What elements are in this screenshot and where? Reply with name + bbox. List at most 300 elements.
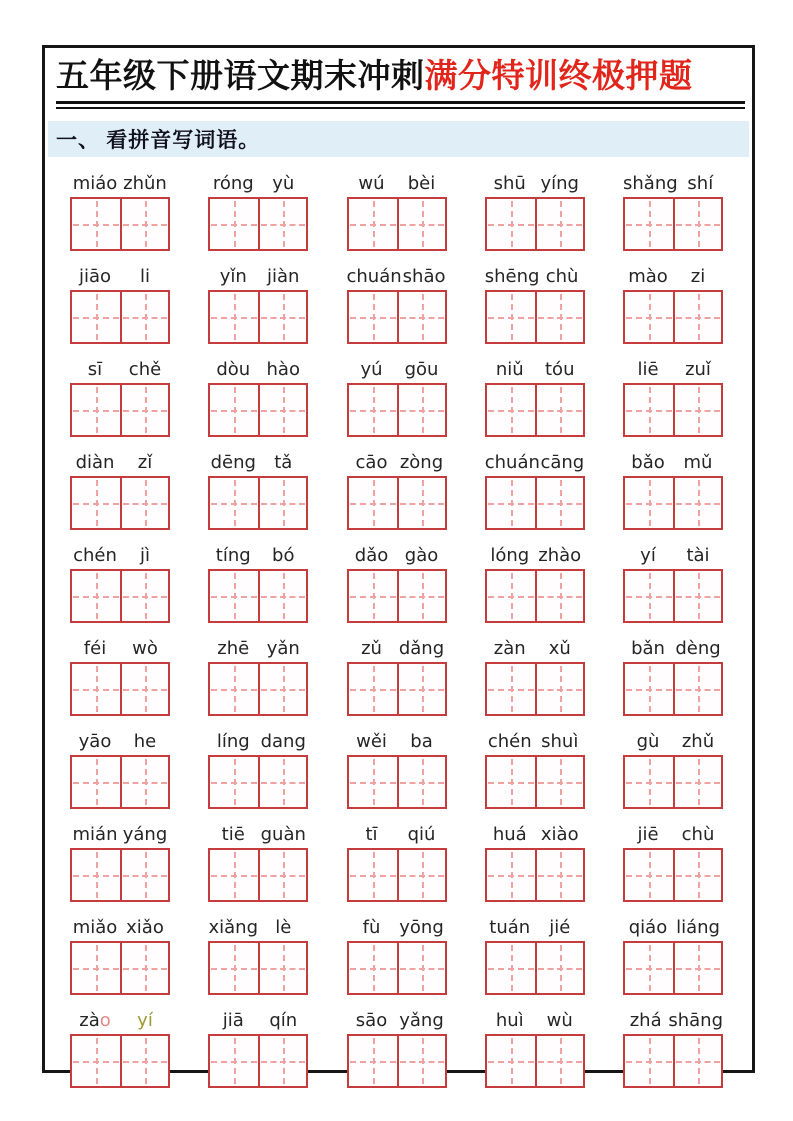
pinyin-syllable: dǎo	[354, 544, 389, 566]
pinyin-syllable: mǔ	[683, 451, 713, 473]
writing-box-pair	[70, 1034, 170, 1088]
writing-box-cell[interactable]	[210, 199, 258, 249]
title-black-part: 五年级下册语文期末冲刺	[56, 59, 425, 95]
writing-box-pair	[70, 848, 170, 902]
writing-box-cell[interactable]	[210, 292, 258, 342]
pinyin-line	[485, 448, 585, 473]
pinyin-line	[485, 727, 585, 752]
pinyin-word-group	[208, 169, 308, 251]
pinyin-word-group	[485, 1006, 585, 1088]
pinyin-row	[70, 262, 723, 344]
pinyin-syllable: wú	[358, 172, 385, 194]
pinyin-line	[485, 262, 585, 287]
writing-box-pair	[485, 662, 585, 716]
pinyin-line	[208, 727, 308, 752]
pinyin-line	[623, 1006, 723, 1031]
pinyin-word-group	[485, 355, 585, 437]
pinyin-syllable: gù	[636, 730, 660, 752]
writing-box-cell[interactable]	[487, 199, 535, 249]
pinyin-word-group	[347, 634, 447, 716]
writing-box-pair	[208, 662, 308, 716]
writing-box-cell[interactable]	[349, 571, 397, 621]
pinyin-word-group	[347, 355, 447, 437]
writing-box-cell[interactable]	[258, 571, 306, 621]
writing-box-cell[interactable]	[487, 571, 535, 621]
pinyin-row	[70, 913, 723, 995]
writing-box-cell[interactable]	[397, 664, 445, 714]
writing-box-cell[interactable]	[349, 757, 397, 807]
pinyin-word-group	[347, 169, 447, 251]
writing-box-pair	[208, 941, 308, 995]
pinyin-word-group	[70, 634, 170, 716]
pinyin-syllable: zhē	[217, 637, 250, 659]
pinyin-word-group	[347, 1006, 447, 1088]
writing-box-cell[interactable]	[258, 478, 306, 528]
writing-box-cell[interactable]	[120, 478, 168, 528]
pinyin-word-group	[623, 355, 723, 437]
writing-box-pair	[485, 755, 585, 809]
writing-box-cell[interactable]	[397, 850, 445, 900]
writing-box-cell[interactable]	[258, 199, 306, 249]
writing-box-cell[interactable]	[673, 199, 721, 249]
writing-box-pair	[623, 476, 723, 530]
pinyin-syllable: wěi	[356, 730, 387, 752]
writing-box-cell[interactable]	[673, 1036, 721, 1086]
pinyin-syllable: yíng	[540, 172, 579, 194]
writing-box-cell[interactable]	[120, 943, 168, 993]
pinyin-syllable: mào	[628, 265, 668, 287]
pinyin-line	[485, 913, 585, 938]
writing-box-cell[interactable]	[258, 664, 306, 714]
writing-box-pair	[623, 755, 723, 809]
pinyin-line	[70, 913, 170, 938]
pinyin-line	[347, 355, 447, 380]
writing-box-pair	[70, 383, 170, 437]
pinyin-line	[208, 169, 308, 194]
pinyin-syllable: ba	[410, 730, 433, 752]
worksheet-page	[42, 45, 755, 1073]
writing-box-cell[interactable]	[120, 385, 168, 435]
pinyin-syllable: shí	[687, 172, 714, 194]
writing-box-cell[interactable]	[535, 478, 583, 528]
writing-box-pair	[347, 290, 447, 344]
writing-box-cell[interactable]	[397, 385, 445, 435]
pinyin-syllable: lè	[275, 916, 292, 938]
pinyin-syllable: chě	[128, 358, 162, 380]
pinyin-syllable: qín	[269, 1009, 298, 1031]
pinyin-word-group	[208, 541, 308, 623]
writing-box-pair	[208, 197, 308, 251]
pinyin-syllable: shēng	[484, 265, 540, 287]
pinyin-syllable: tiē	[221, 823, 245, 845]
pinyin-syllable: zuǐ	[685, 358, 711, 380]
pinyin-syllable: bó	[272, 544, 295, 566]
title-block	[48, 48, 749, 109]
pinyin-word-group	[623, 262, 723, 344]
writing-box-pair	[70, 941, 170, 995]
pinyin-syllable: zòng	[399, 451, 444, 473]
pinyin-syllable: yù	[272, 172, 295, 194]
writing-box-cell[interactable]	[72, 385, 120, 435]
writing-box-cell[interactable]	[72, 757, 120, 807]
writing-box-pair	[70, 662, 170, 716]
writing-box-cell[interactable]	[535, 292, 583, 342]
pinyin-syllable: shuì	[541, 730, 579, 752]
writing-box-pair	[485, 383, 585, 437]
pinyin-word-group	[208, 727, 308, 809]
pinyin-syllable: yǐn	[219, 265, 247, 287]
pinyin-word-group	[623, 448, 723, 530]
pinyin-syllable: jiē	[637, 823, 659, 845]
pinyin-row	[70, 727, 723, 809]
pinyin-line	[485, 169, 585, 194]
pinyin-line	[347, 727, 447, 752]
pinyin-line	[347, 913, 447, 938]
pinyin-word-group	[485, 262, 585, 344]
writing-box-cell[interactable]	[120, 757, 168, 807]
writing-box-cell[interactable]	[397, 1036, 445, 1086]
writing-box-cell[interactable]	[210, 571, 258, 621]
pinyin-line	[208, 820, 308, 845]
pinyin-syllable: sāo	[355, 1009, 388, 1031]
pinyin-line	[347, 1006, 447, 1031]
writing-box-pair	[347, 1034, 447, 1088]
pinyin-word-group	[347, 541, 447, 623]
writing-box-cell[interactable]	[72, 478, 120, 528]
writing-box-cell[interactable]	[120, 1036, 168, 1086]
writing-box-pair	[347, 569, 447, 623]
writing-box-cell[interactable]	[535, 571, 583, 621]
pinyin-syllable: shāng	[668, 1009, 723, 1031]
pinyin-line	[485, 820, 585, 845]
pinyin-syllable: shǎng	[623, 172, 678, 194]
pinyin-line	[485, 541, 585, 566]
writing-box-cell[interactable]	[673, 292, 721, 342]
pinyin-syllable: bǎo	[631, 451, 665, 473]
pinyin-syllable: qiáo	[628, 916, 668, 938]
writing-box-cell[interactable]	[349, 1036, 397, 1086]
writing-box-cell[interactable]	[210, 664, 258, 714]
writing-box-cell[interactable]	[487, 943, 535, 993]
writing-box-cell[interactable]	[487, 664, 535, 714]
pinyin-syllable: lóng	[490, 544, 530, 566]
pinyin-syllable: chuán	[346, 265, 402, 287]
pinyin-word-group	[623, 1006, 723, 1088]
pinyin-word-group	[70, 448, 170, 530]
pinyin-syllable: mián	[72, 823, 118, 845]
writing-box-pair	[208, 569, 308, 623]
pinyin-syllable: xǔ	[548, 637, 571, 659]
writing-box-cell[interactable]	[349, 385, 397, 435]
pinyin-row	[70, 355, 723, 437]
writing-box-cell[interactable]	[673, 571, 721, 621]
pinyin-word-group	[70, 355, 170, 437]
pinyin-word-group	[70, 169, 170, 251]
pinyin-word-group	[70, 1006, 170, 1088]
pinyin-syllable: yí	[640, 544, 656, 566]
writing-box-cell[interactable]	[535, 385, 583, 435]
pinyin-syllable: huì	[495, 1009, 524, 1031]
pinyin-syllable: dèng	[675, 637, 721, 659]
pinyin-syllable: zi	[690, 265, 706, 287]
writing-box-cell[interactable]	[397, 943, 445, 993]
section-title: 一、 看拼音写词语。	[56, 127, 261, 152]
pinyin-word-group	[347, 262, 447, 344]
writing-box-cell[interactable]	[258, 757, 306, 807]
writing-box-cell[interactable]	[210, 478, 258, 528]
writing-box-cell[interactable]	[258, 850, 306, 900]
writing-box-cell[interactable]	[535, 664, 583, 714]
pinyin-syllable: cāng	[540, 451, 585, 473]
pinyin-syllable: bǎn	[631, 637, 665, 659]
pinyin-syllable: zhào	[538, 544, 582, 566]
writing-box-cell[interactable]	[487, 478, 535, 528]
writing-box-pair	[70, 569, 170, 623]
writing-box-cell[interactable]	[673, 385, 721, 435]
pinyin-line	[623, 262, 723, 287]
writing-box-cell[interactable]	[120, 199, 168, 249]
pinyin-word-group	[347, 727, 447, 809]
pinyin-syllable: yí	[137, 1009, 153, 1031]
pinyin-line	[347, 448, 447, 473]
pinyin-word-group	[623, 541, 723, 623]
pinyin-word-group	[485, 169, 585, 251]
pinyin-syllable: wù	[546, 1009, 573, 1031]
writing-box-cell[interactable]	[72, 943, 120, 993]
pinyin-syllable: zào	[79, 1009, 111, 1031]
writing-box-cell[interactable]	[487, 385, 535, 435]
pinyin-word-group	[347, 820, 447, 902]
writing-box-pair	[623, 290, 723, 344]
pinyin-syllable: shāo	[402, 265, 446, 287]
writing-box-pair	[485, 941, 585, 995]
pinyin-syllable: líng	[216, 730, 250, 752]
pinyin-syllable: zhá	[629, 1009, 662, 1031]
writing-box-cell[interactable]	[72, 571, 120, 621]
pinyin-line	[70, 169, 170, 194]
pinyin-syllable: qiú	[407, 823, 436, 845]
writing-box-pair	[208, 476, 308, 530]
writing-box-cell[interactable]	[535, 199, 583, 249]
writing-box-cell[interactable]	[72, 1036, 120, 1086]
pinyin-syllable: yǎn	[266, 637, 300, 659]
pinyin-syllable: chuán	[484, 451, 540, 473]
writing-box-cell[interactable]	[397, 292, 445, 342]
pinyin-line	[208, 541, 308, 566]
pinyin-line	[347, 169, 447, 194]
writing-box-cell[interactable]	[349, 478, 397, 528]
writing-box-cell[interactable]	[535, 943, 583, 993]
writing-box-pair	[347, 755, 447, 809]
writing-box-cell[interactable]	[210, 1036, 258, 1086]
pinyin-syllable: tíng	[215, 544, 251, 566]
pinyin-syllable: guàn	[260, 823, 306, 845]
pinyin-syllable: liáng	[676, 916, 720, 938]
pinyin-word-group	[208, 262, 308, 344]
writing-box-cell[interactable]	[258, 385, 306, 435]
writing-box-cell[interactable]	[625, 850, 673, 900]
writing-box-pair	[623, 197, 723, 251]
writing-box-cell[interactable]	[673, 664, 721, 714]
pinyin-syllable: xiǎng	[208, 916, 259, 938]
pinyin-line	[208, 355, 308, 380]
writing-box-cell[interactable]	[487, 850, 535, 900]
pinyin-syllable: zàn	[493, 637, 526, 659]
pinyin-syllable: jiā	[222, 1009, 244, 1031]
writing-box-pair	[70, 476, 170, 530]
writing-box-cell[interactable]	[349, 943, 397, 993]
writing-box-pair	[485, 290, 585, 344]
writing-box-cell[interactable]	[673, 850, 721, 900]
pinyin-syllable: he	[133, 730, 157, 752]
writing-box-cell[interactable]	[625, 1036, 673, 1086]
pinyin-rows	[48, 157, 749, 1088]
pinyin-syllable: yú	[360, 358, 383, 380]
writing-box-cell[interactable]	[210, 850, 258, 900]
writing-box-cell[interactable]	[72, 664, 120, 714]
writing-box-cell[interactable]	[349, 199, 397, 249]
pinyin-word-group	[70, 262, 170, 344]
pinyin-syllable: li	[139, 265, 150, 287]
writing-box-cell[interactable]	[397, 199, 445, 249]
writing-box-cell[interactable]	[258, 1036, 306, 1086]
pinyin-word-group	[347, 448, 447, 530]
writing-box-pair	[623, 662, 723, 716]
section-header	[48, 121, 749, 157]
pinyin-syllable: zhǔ	[681, 730, 715, 752]
pinyin-syllable: chù	[545, 265, 579, 287]
writing-box-pair	[347, 848, 447, 902]
writing-box-cell[interactable]	[535, 1036, 583, 1086]
writing-box-cell[interactable]	[349, 850, 397, 900]
pinyin-word-group	[70, 541, 170, 623]
writing-box-pair	[347, 197, 447, 251]
writing-box-pair	[623, 1034, 723, 1088]
pinyin-word-group	[485, 913, 585, 995]
pinyin-word-group	[70, 727, 170, 809]
pinyin-syllable: tóu	[545, 358, 575, 380]
pinyin-row	[70, 1006, 723, 1088]
writing-box-cell[interactable]	[210, 385, 258, 435]
pinyin-syllable: gōu	[404, 358, 439, 380]
pinyin-line	[623, 448, 723, 473]
pinyin-syllable: cāo	[355, 451, 388, 473]
pinyin-syllable: dòu	[216, 358, 251, 380]
pinyin-line	[208, 913, 308, 938]
pinyin-syllable: féi	[83, 637, 107, 659]
pinyin-word-group	[347, 913, 447, 995]
writing-box-cell[interactable]	[120, 292, 168, 342]
pinyin-syllable: xiào	[540, 823, 579, 845]
pinyin-syllable: sī	[87, 358, 103, 380]
pinyin-syllable: niǔ	[495, 358, 524, 380]
writing-box-cell[interactable]	[487, 1036, 535, 1086]
writing-box-cell[interactable]	[487, 757, 535, 807]
pinyin-syllable: dēng	[210, 451, 256, 473]
pinyin-syllable: shū	[493, 172, 526, 194]
writing-box-pair	[485, 569, 585, 623]
writing-box-cell[interactable]	[625, 757, 673, 807]
pinyin-line	[485, 355, 585, 380]
writing-box-pair	[208, 290, 308, 344]
pinyin-word-group	[623, 634, 723, 716]
pinyin-syllable: zhǔn	[123, 172, 167, 194]
writing-box-cell[interactable]	[673, 478, 721, 528]
writing-box-cell[interactable]	[487, 292, 535, 342]
pinyin-syllable: chén	[73, 544, 117, 566]
writing-box-cell[interactable]	[625, 199, 673, 249]
pinyin-syllable: miǎo	[72, 916, 118, 938]
pinyin-line	[347, 820, 447, 845]
writing-box-cell[interactable]	[349, 664, 397, 714]
writing-box-cell[interactable]	[535, 757, 583, 807]
writing-box-cell[interactable]	[120, 571, 168, 621]
pinyin-word-group	[485, 727, 585, 809]
pinyin-word-group	[623, 820, 723, 902]
writing-box-cell[interactable]	[120, 850, 168, 900]
writing-box-cell[interactable]	[625, 664, 673, 714]
pinyin-syllable: yǎng	[399, 1009, 444, 1031]
writing-box-pair	[70, 290, 170, 344]
pinyin-word-group	[485, 448, 585, 530]
pinyin-syllable: miáo	[72, 172, 118, 194]
pinyin-line	[208, 262, 308, 287]
pinyin-syllable: tǎ	[274, 451, 293, 473]
pinyin-syllable: tī	[365, 823, 378, 845]
pinyin-word-group	[208, 820, 308, 902]
writing-box-pair	[623, 569, 723, 623]
pinyin-syllable: bèi	[407, 172, 436, 194]
writing-box-cell[interactable]	[120, 664, 168, 714]
writing-box-cell[interactable]	[258, 943, 306, 993]
pinyin-line	[623, 634, 723, 659]
writing-box-cell[interactable]	[210, 757, 258, 807]
writing-box-cell[interactable]	[72, 199, 120, 249]
pinyin-line	[70, 355, 170, 380]
writing-box-pair	[485, 197, 585, 251]
pinyin-syllable: tuán	[489, 916, 531, 938]
pinyin-line	[70, 1006, 170, 1031]
writing-box-pair	[623, 848, 723, 902]
writing-box-cell[interactable]	[625, 571, 673, 621]
writing-box-cell[interactable]	[397, 571, 445, 621]
writing-box-cell[interactable]	[258, 292, 306, 342]
writing-box-cell[interactable]	[673, 943, 721, 993]
writing-box-pair	[623, 941, 723, 995]
writing-box-pair	[70, 755, 170, 809]
writing-box-cell[interactable]	[535, 850, 583, 900]
writing-box-cell[interactable]	[397, 478, 445, 528]
writing-box-cell[interactable]	[625, 478, 673, 528]
writing-box-cell[interactable]	[673, 757, 721, 807]
writing-box-cell[interactable]	[349, 292, 397, 342]
pinyin-syllable: jì	[139, 544, 150, 566]
writing-box-cell[interactable]	[72, 850, 120, 900]
writing-box-cell[interactable]	[625, 292, 673, 342]
pinyin-syllable: dang	[260, 730, 306, 752]
writing-box-pair	[347, 383, 447, 437]
writing-box-cell[interactable]	[397, 757, 445, 807]
pinyin-row	[70, 820, 723, 902]
writing-box-cell[interactable]	[72, 292, 120, 342]
writing-box-cell[interactable]	[210, 943, 258, 993]
pinyin-syllable: wò	[132, 637, 158, 659]
pinyin-word-group	[208, 634, 308, 716]
writing-box-cell[interactable]	[625, 943, 673, 993]
title-red-part: 满分特训终极押题	[424, 59, 693, 95]
writing-box-cell[interactable]	[625, 385, 673, 435]
pinyin-word-group	[208, 355, 308, 437]
